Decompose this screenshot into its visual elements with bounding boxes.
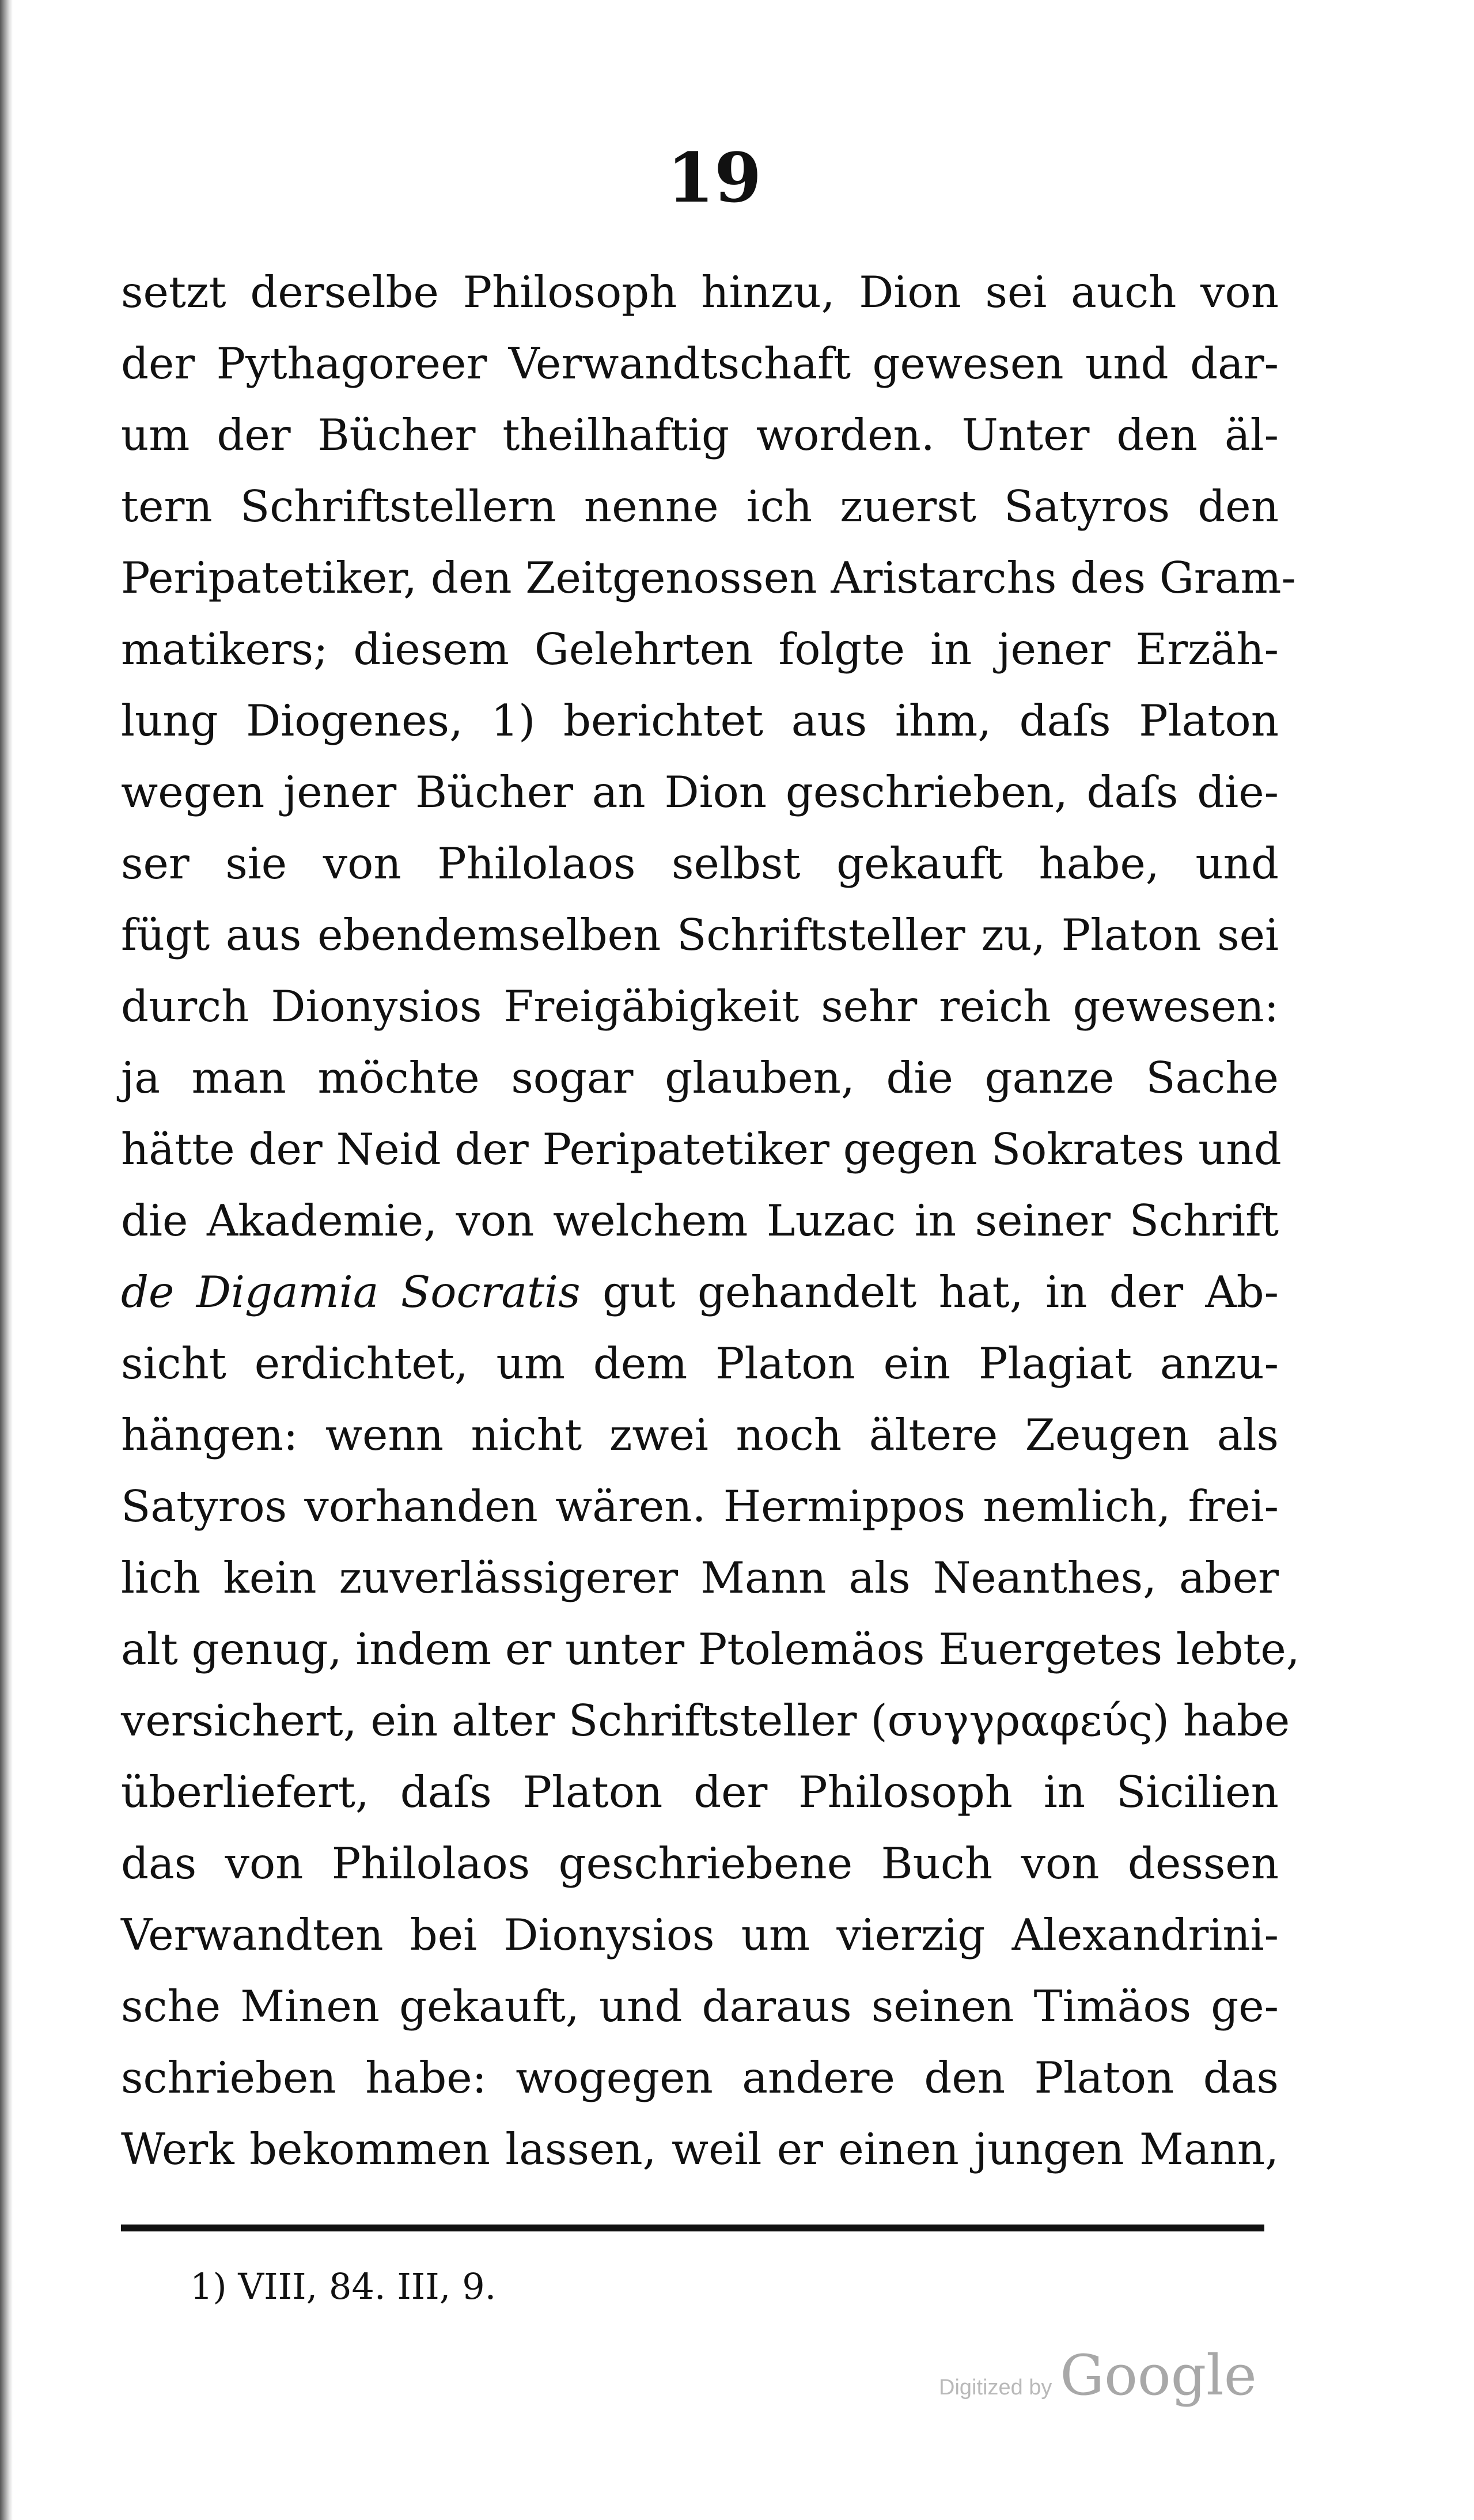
text-line: setzt derselbe Philosoph hinzu, Dion sei auch von [121,267,1279,317]
footnote: 1) VIII, 84. III, 9. [190,2265,497,2307]
text-line: hängen: wenn nicht zwei noch ältere Zeugen als [121,1409,1279,1460]
text-line: sicht erdichtet, um dem Platon ein Plagiat anzu- [121,1338,1279,1389]
footnote-rule [121,2225,1264,2231]
text-line: fügt aus ebendemselben Schriftsteller zu, Platon sei [121,910,1279,960]
text-line: Satyros vorhanden wären. Hermippos nemlich, frei- [121,1481,1279,1532]
text-line: überliefert, daſs Platon der Philosoph in Sicilien [121,1767,1279,1817]
watermark-brand: Google [1060,2343,1257,2408]
text-line: lung Diogenes, 1) berichtet aus ihm, daſs Platon [121,695,1279,746]
text-line: wegen jener Bücher an Dion geschrieben, daſs die- [121,767,1279,817]
text-line: sche Minen gekauft, und daraus seinen Timäos ge- [121,1981,1279,2032]
text-line: um der Bücher theilhaftig worden. Unter den äl- [121,410,1279,460]
text-line: hätte der Neid der Peripatetiker gegen Sokrates und [121,1124,1282,1174]
text-line: lich kein zuverlässigerer Mann als Neanthes, aber [121,1552,1279,1603]
digitization-watermark [939,2343,1257,2412]
text-line: versichert, ein alter Schriftsteller (συγγραφεύς) habe [121,1695,1290,1746]
page-number: 19 [666,138,762,218]
page-edge-shadow [0,0,13,2520]
body-text [121,256,1300,2185]
text-line: Peripatetiker, den Zeitgenossen Aristarchs des Gram- [121,552,1296,603]
text-line: die Akademie, von welchem Luzac in seiner Schrift [121,1195,1279,1246]
text-line: de Digamia Socratis gut gehandelt hat, in der Ab- [121,1267,1279,1317]
text-line: ser sie von Philolaos selbst gekauft habe, und [121,838,1279,889]
text-line: tern Schriftstellern nenne ich zuerst Satyros den [121,481,1279,532]
text-line: das von Philolaos geschriebene Buch von dessen [121,1838,1279,1889]
italic-title: de Digamia Socratis [121,1267,581,1317]
text-line: durch Dionysios Freigäbigkeit sehr reich gewesen: [121,981,1279,1032]
watermark-prefix: Digitized by [939,2375,1052,2400]
text-line: matikers; diesem Gelehrten folgte in jener Erzäh- [121,624,1279,674]
text-line: alt genug, indem er unter Ptolemäos Euergetes lebte, [121,1624,1300,1674]
text-line: schrieben habe: wogegen andere den Platon das [121,2052,1279,2103]
text-line: der Pythagoreer Verwandtschaft gewesen und dar- [121,338,1279,389]
text-line: Verwandten bei Dionysios um vierzig Alexandrini- [121,1909,1279,1960]
text-line: Werk bekommen lassen, weil er einen jungen Mann, [121,2124,1279,2174]
text-line: ja man möchte sogar glauben, die ganze Sache [121,1052,1279,1103]
